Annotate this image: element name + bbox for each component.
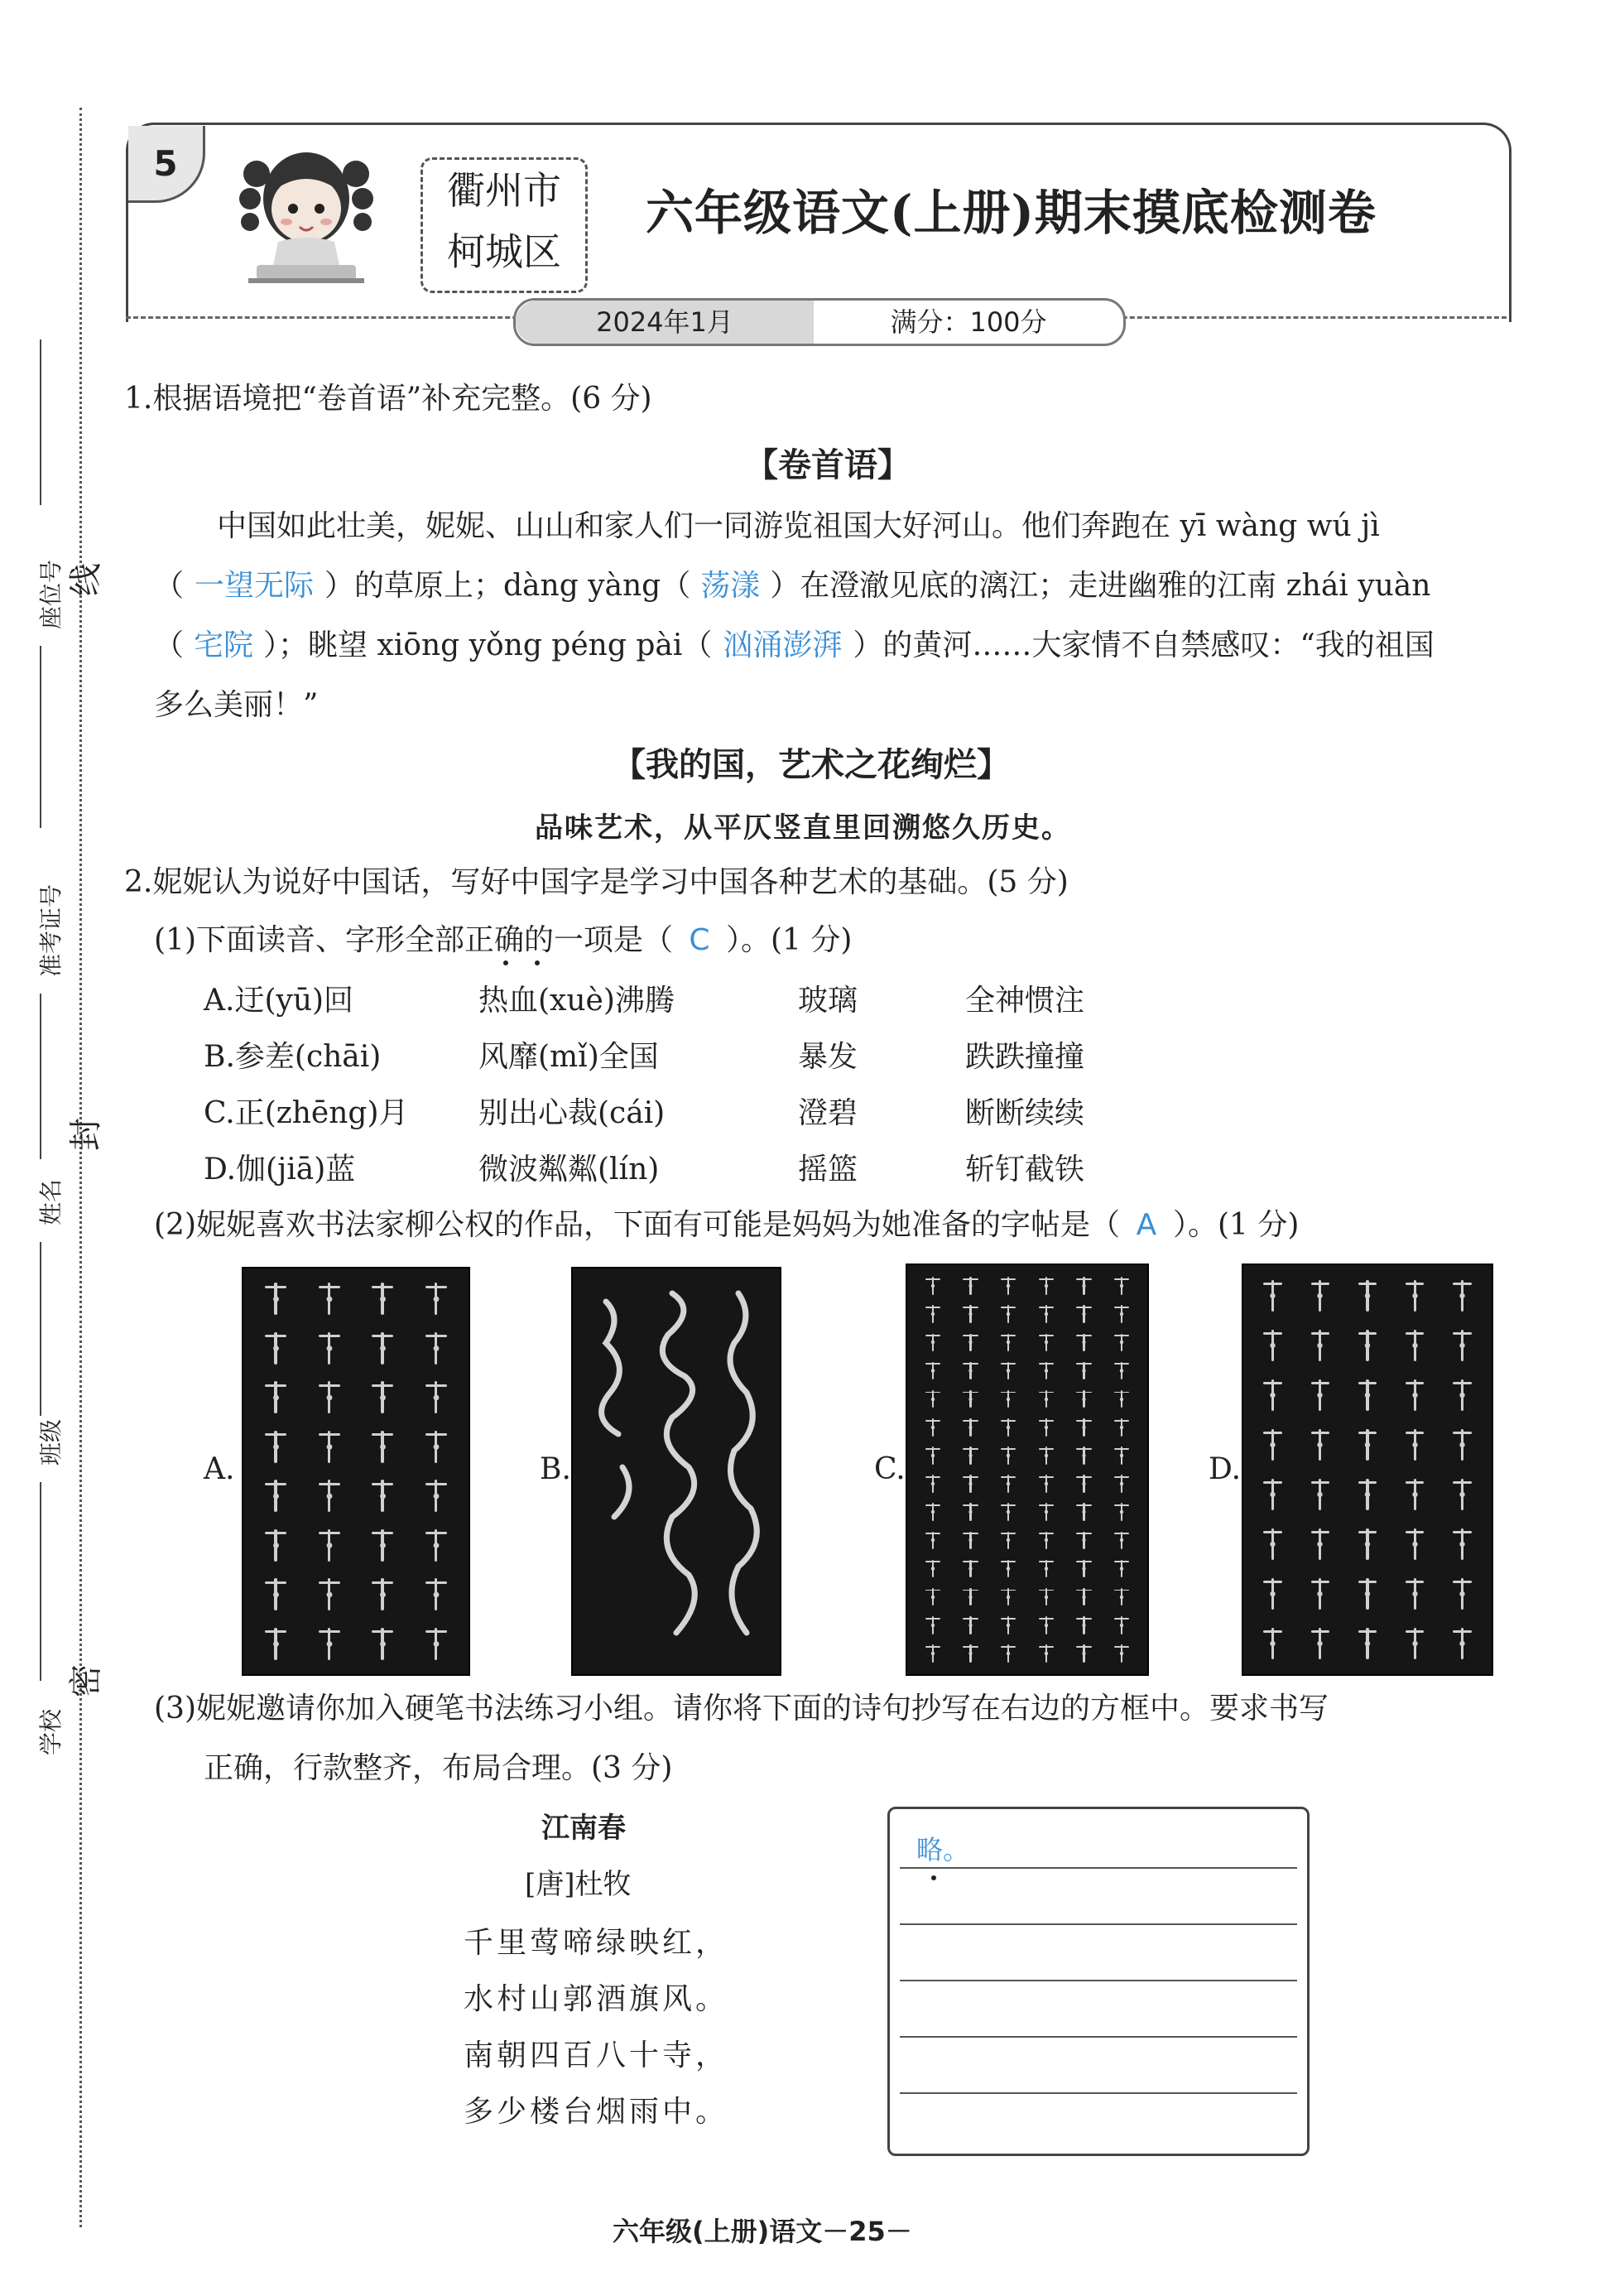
girl-illustration-icon	[232, 141, 381, 298]
calligraphy-sample-c[interactable]	[906, 1264, 1149, 1676]
margin-class-label: 班级	[37, 1418, 65, 1466]
poem-line-3: 南朝四百八十寺，	[464, 2038, 729, 2072]
ink-dot	[931, 1875, 936, 1880]
answer-blank-1[interactable]: 一望无际	[195, 569, 315, 603]
school-blank-line	[40, 1482, 41, 1681]
margin-school-label: 学校	[37, 1708, 65, 1755]
option-cell: 摇篮	[798, 1153, 858, 1187]
writing-line	[900, 1980, 1297, 1981]
option-cell: 暴发	[798, 1040, 858, 1074]
q2-part-3-line-2: 正确，行款整齐，布局合理。(3 分)	[204, 1751, 673, 1785]
page-footer: 六年级(上册)语文－25－	[613, 2216, 912, 2247]
box-answer: 略。	[916, 1834, 970, 1865]
answer-blank-p2[interactable]: A	[1136, 1208, 1157, 1242]
city-district-box	[421, 157, 588, 293]
option-cell: 澄碧	[798, 1096, 858, 1130]
date-score-bar	[513, 298, 1126, 346]
margin-secret-char: 密	[67, 1664, 105, 1697]
margin-name-label: 姓名	[37, 1178, 65, 1225]
city-name: 衢州市	[447, 168, 561, 213]
poem-line-1: 千里莺啼绿映红，	[464, 1926, 729, 1960]
option-cell: 跌跌撞撞	[965, 1040, 1085, 1074]
cursive-script-strokes	[573, 1268, 780, 1674]
poem-title: 江南春	[541, 1812, 626, 1845]
option-cell: 微波粼粼(lín)	[478, 1153, 660, 1187]
answer-blank-2[interactable]: 荡漾	[700, 569, 761, 603]
answer-blank-4[interactable]: 汹涌澎湃	[723, 628, 843, 662]
q1-line-2	[154, 556, 1430, 616]
poem-author: [唐]杜牧	[525, 1868, 632, 1901]
calligraphy-sample-b[interactable]	[571, 1267, 781, 1676]
q2-p2-text: (2)妮妮喜欢书法家柳公权的作品，下面有可能是妈妈为她准备的字帖是（	[154, 1208, 1120, 1242]
q1-section-title: 【卷首语】	[745, 446, 911, 484]
q1-line-2-end: ）在澄澈见底的漓江；走进幽雅的江南 zhái yuàn	[770, 569, 1431, 603]
option-cell: 风靡(mǐ)全国	[478, 1040, 659, 1074]
q1-line-3-mid: ）；眺望 xiōng yǒng péng pài（	[263, 628, 713, 662]
callig-label-c: C.	[874, 1452, 906, 1486]
callig-label-a: A.	[204, 1452, 235, 1486]
option-cell: 断断续续	[965, 1096, 1085, 1130]
page-title: 六年级语文(上册)期末摸底检测卷	[646, 185, 1377, 241]
name-blank-line	[40, 994, 41, 1159]
option-cell: 全神惯注	[965, 984, 1085, 1018]
writing-line	[900, 1867, 1297, 1869]
section-2-subtitle: 品味艺术，从平仄竖直里回溯悠久历史。	[535, 811, 1071, 845]
emphasis-dot	[503, 960, 508, 965]
margin-seal-char: 封	[67, 1118, 105, 1151]
binding-dotted-line	[79, 108, 82, 2227]
option-cell: 别出心裁(cái)	[478, 1096, 666, 1130]
poem-line-2: 水村山郭酒旗风。	[464, 1982, 729, 2016]
handwriting-answer-box[interactable]	[887, 1807, 1310, 2156]
margin-exam-id-label: 准考证号	[37, 883, 65, 977]
class-blank-line	[40, 1242, 41, 1416]
q1-line-3-end: ）的黄河……大家情不自禁感叹：“我的祖国	[853, 628, 1435, 662]
answer-blank-3[interactable]: 宅院	[194, 628, 254, 662]
exam-id-blank-line	[40, 646, 41, 828]
paren: （	[154, 569, 185, 603]
callig-label-d: D.	[1209, 1452, 1242, 1486]
q1-line-1: 中国如此壮美，妮妮、山山和家人们一同游览祖国大好河山。他们奔跑在 yī wàng wú jì	[217, 509, 1380, 543]
answer-blank-p1[interactable]: C	[689, 923, 710, 957]
q2-part-2	[154, 1196, 1299, 1255]
margin-seat-label: 座位号	[37, 559, 65, 629]
full-score: 满分：100分	[890, 306, 1047, 338]
option-cell: 斩钉截铁	[965, 1153, 1085, 1187]
section-2-title: 【我的国，艺术之花绚烂】	[613, 746, 1010, 784]
calligraphy-sample-a[interactable]	[242, 1267, 470, 1676]
callig-label-b: B.	[540, 1452, 571, 1486]
q2-part-3-line-1: (3)妮妮邀请你加入硬笔书法练习小组。请你将下面的诗句抄写在右边的方框中。要求书写	[154, 1692, 1329, 1726]
q1-line-3	[154, 616, 1435, 676]
writing-line	[900, 1923, 1297, 1925]
margin-line-char: 线	[67, 563, 105, 596]
q1-line-2-mid: ）的草原上；dàng yàng（	[324, 569, 691, 603]
emphasis-dot	[535, 960, 540, 965]
paren: （	[154, 628, 185, 662]
option-cell: A.迂(yū)回	[204, 984, 354, 1018]
q2-p2-score: ）。(1 分)	[1173, 1208, 1300, 1242]
option-cell: 玻璃	[798, 984, 858, 1018]
test-number-badge: 5	[128, 126, 205, 203]
option-cell: D.伽(jiā)蓝	[204, 1153, 356, 1187]
district-name: 柯城区	[447, 229, 561, 274]
q2-p1-score: ）。(1 分)	[726, 923, 853, 957]
writing-line	[900, 2036, 1297, 2038]
q2-title: 2.妮妮认为说好中国话，写好中国字是学习中国各种艺术的基础。(5 分)	[124, 865, 1069, 899]
poem-line-4: 多少楼台烟雨中。	[464, 2095, 729, 2129]
seat-blank-line	[40, 339, 41, 505]
option-cell: C.正(zhēng)月	[204, 1096, 409, 1130]
exam-date: 2024年1月	[516, 301, 814, 344]
q1-line-4: 多么美丽！”	[154, 688, 319, 722]
writing-line	[900, 2092, 1297, 2094]
q2-p1-text: (1)下面读音、字形全部正确的一项是（	[154, 923, 673, 957]
calligraphy-sample-d[interactable]	[1242, 1264, 1493, 1676]
option-cell: B.参差(chāi)	[204, 1040, 382, 1074]
q1-title: 1.根据语境把“卷首语”补充完整。(6 分)	[124, 382, 652, 416]
option-cell: 热血(xuè)沸腾	[478, 984, 675, 1018]
